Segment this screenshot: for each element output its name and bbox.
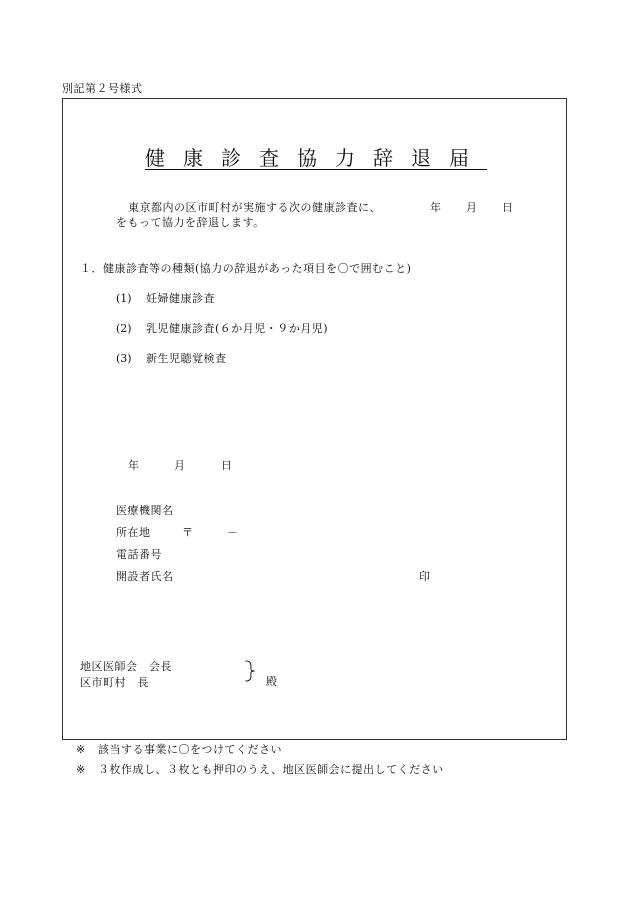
item-number: (1) — [116, 292, 132, 305]
form-number: 別記第２号様式 — [62, 82, 143, 95]
founder-name-label: 開設者氏名 — [116, 570, 174, 583]
seal-mark: 印 — [419, 570, 430, 583]
intro-year: 年 — [430, 201, 441, 214]
addressee-line-2: 区市町村 長 — [80, 676, 149, 689]
item-number: (2) — [116, 322, 132, 335]
intro-line-1: 東京都内の区市町村が実施する次の健康診査に、 — [128, 201, 381, 214]
note-mark: ※ — [76, 763, 86, 776]
note-text: ３枚作成し、３枚とも押印のうえ、地区医師会に提出してください — [98, 763, 444, 776]
date-year: 年 — [128, 459, 139, 472]
postal-mark: 〒 — [182, 526, 193, 539]
postal-dash: － — [227, 526, 238, 539]
date-month: 月 — [174, 459, 185, 472]
brace-icon — [244, 660, 256, 682]
honorific: 殿 — [266, 675, 277, 688]
institution-name-label: 医療機関名 — [116, 504, 174, 517]
note-mark: ※ — [76, 743, 86, 756]
item-label-pregnancy-checkup: 妊婦健康診査 — [146, 292, 215, 305]
address-label: 所在地 — [116, 526, 151, 539]
section-1-heading: １．健康診査等の種類(協力の辞退があった項目を〇で囲むこと) — [80, 262, 412, 275]
intro-day: 日 — [502, 201, 513, 214]
item-label-infant-checkup: 乳児健康診査(６か月児・９か月児) — [146, 322, 329, 335]
addressee-line-1: 地区医師会 会長 — [80, 660, 172, 673]
item-label-newborn-hearing: 新生児聴覚検査 — [146, 352, 227, 365]
form-title: 健康診査協力辞退届 — [145, 146, 487, 170]
note-text: 該当する事業に〇をつけてください — [98, 743, 282, 756]
form-frame — [62, 98, 567, 740]
intro-month: 月 — [466, 201, 477, 214]
date-day: 日 — [221, 459, 232, 472]
intro-line-2: をもって協力を辞退します。 — [116, 216, 265, 229]
phone-label: 電話番号 — [116, 548, 162, 561]
item-number: (3) — [116, 352, 132, 365]
